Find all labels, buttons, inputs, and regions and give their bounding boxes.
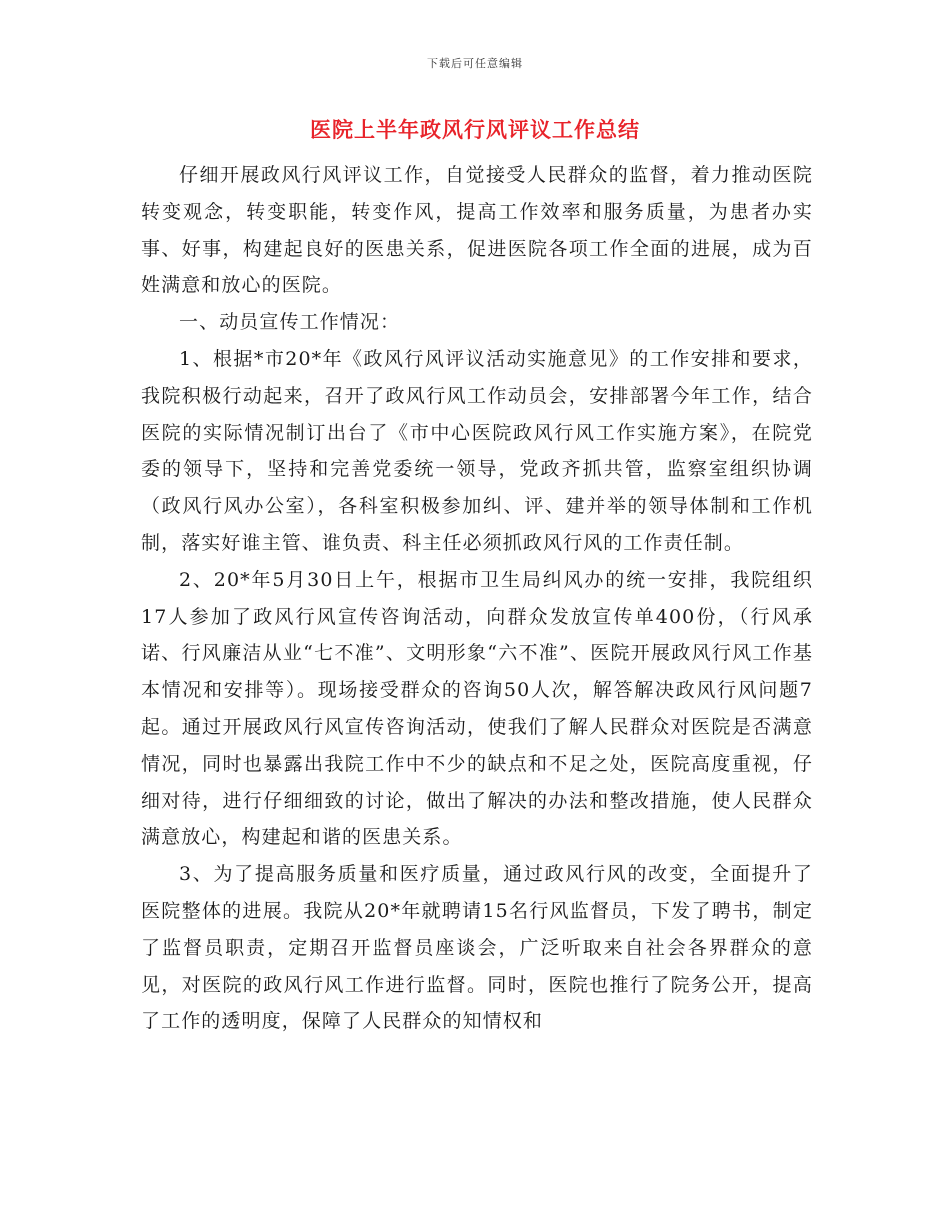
paragraph-item-1: 1、根据*市20*年《政风行风评议活动实施意见》的工作安排和要求，我院积极行动起来，召开了政风行风工作动员会，安排部署今年工作，结合医院的实际情况制订出台了《市中心医院政风行风工作实施方案》，在院党委的领导下，坚持和完善党委统一领导，党政齐抓共管，监察室组织协调（政风行风办公室），各科室积极参加纠、评、建并举的领导体制和工作机制，落实好谁主管、谁负责、科主任必须抓政风行风的工作责任制。 xyxy=(141,347,813,554)
paragraph-item-3: 3、为了提高服务质量和医疗质量，通过政风行风的改变，全面提升了医院整体的进展。我院从20*年就聘请15名行风监督员，下发了聘书，制定了监督员职责，定期召开监督员座谈会，广泛听取来自社会各界群众的意见，对医院的政风行风工作进行监督。同时，医院也推行了院务公开，提高了工作的透明度，保障了人民群众的知情权和 xyxy=(141,863,813,1033)
paragraph-intro: 仔细开展政风行风评议工作，自觉接受人民群众的监督，着力推动医院转变观念，转变职能，转变作风，提高工作效率和服务质量，为患者办实事、好事，构建起良好的医患关系，促进医院各项工作全面的进展，成为百姓满意和放心的医院。 xyxy=(141,164,813,297)
document-title: 医院上半年政风行风评议工作总结 xyxy=(310,117,640,142)
section-heading: 一、动员宣传工作情况： xyxy=(179,311,401,334)
header-note: 下载后可任意编辑 xyxy=(427,57,523,70)
paragraph-item-2: 2、20*年5月30日上午，根据市卫生局纠风办的统一安排，我院组织17人参加了政风行风宣传咨询活动，向群众发放宣传单400份，（行风承诺、行风廉洁从业“七不准”、文明形象“六不准”、医院开展政风行风工作基本情况和安排等）。现场接受群众的咨询50人次，解答解决政风行风问题7起。通过开展政风行风宣传咨询活动，使我们了解人民群众对医院是否满意情况，同时也暴露出我院工作中不少的缺点和不足之处，医院高度重视，仔细对待，进行仔细细致的讨论，做出了解决的办法和整改措施，使人民群众满意放心，构建起和谐的医患关系。 xyxy=(141,568,813,849)
document-body xyxy=(141,157,813,1040)
